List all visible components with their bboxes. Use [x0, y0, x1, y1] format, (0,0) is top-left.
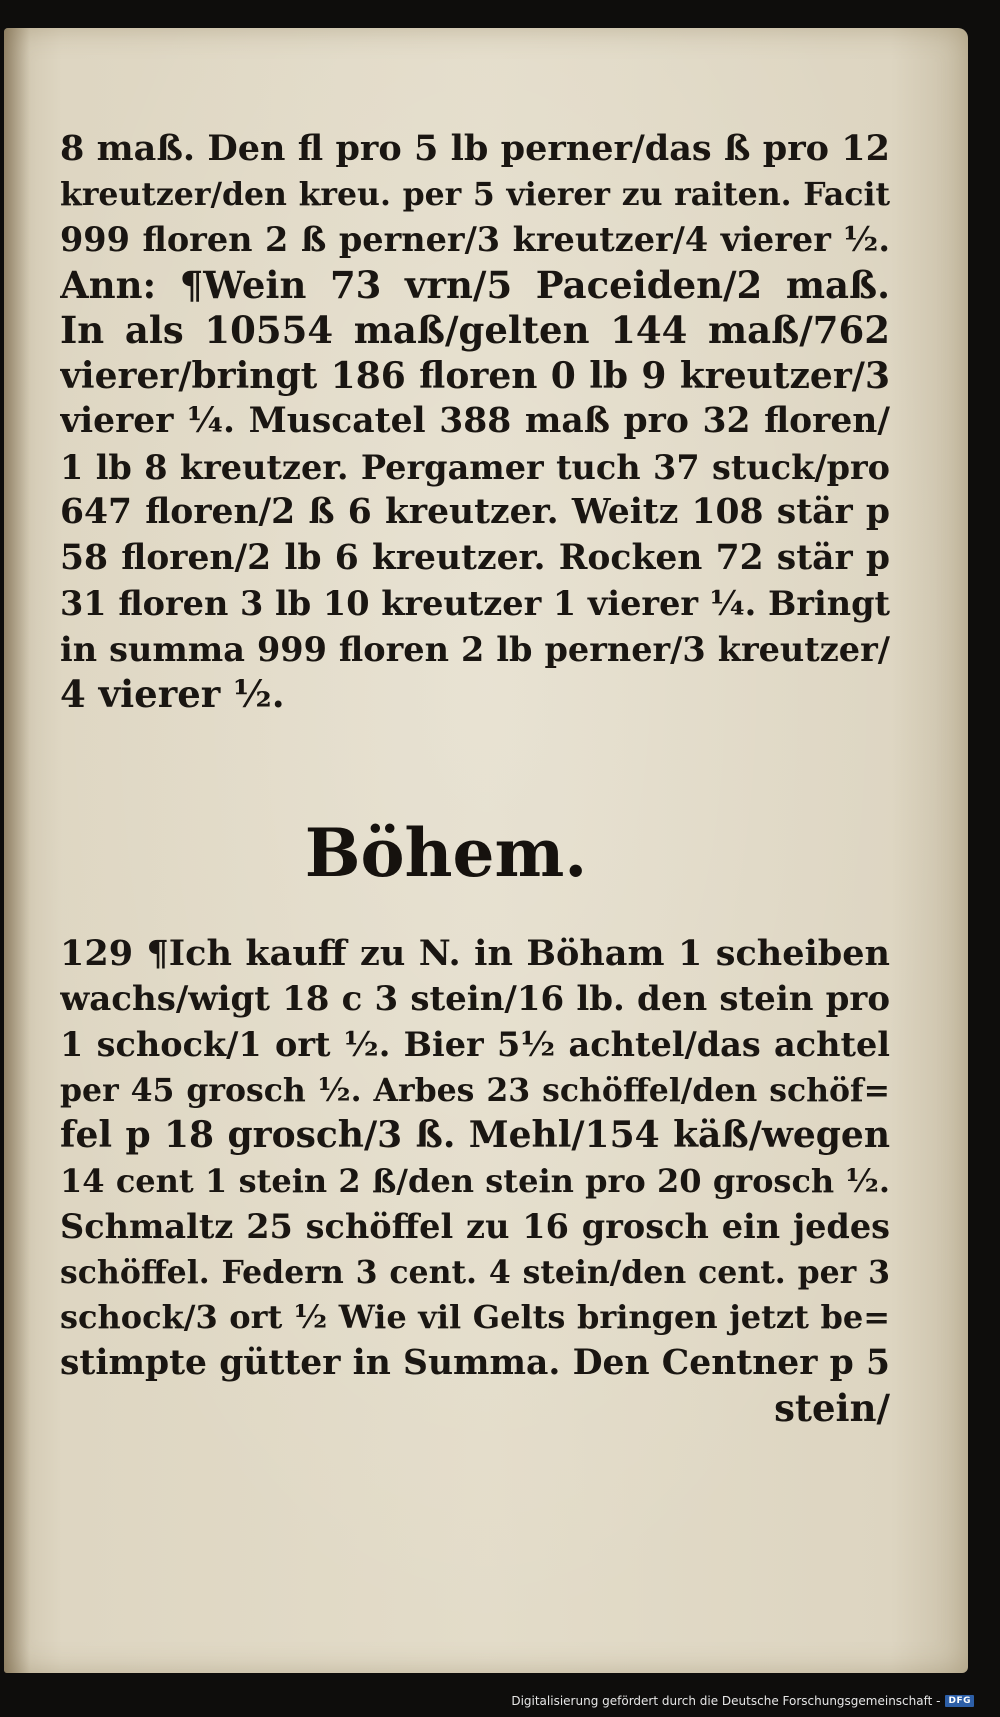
digitization-footer	[511, 1691, 974, 1711]
text-line: 58 floren/2 lb 6 kreutzer. Rocken 72 stär p	[60, 537, 890, 578]
text-line: 31 floren 3 lb 10 kreutzer 1 vierer ¼. Bringt	[60, 584, 890, 623]
text-line: 8 maß. Den fl pro 5 lb perner/das ß pro 12	[60, 128, 890, 169]
text-line: 129 ¶Ich kauff zu N. in Böham 1 scheiben	[60, 933, 890, 974]
catchword: stein/	[774, 1386, 890, 1430]
text-line: 1 lb 8 kreutzer. Pergamer tuch 37 stuck/pro	[60, 447, 890, 487]
text-line: 1 schock/1 ort ½. Bier 5½ achtel/das achtel	[60, 1025, 890, 1064]
text-line: wachs/wigt 18 c 3 stein/16 lb. den stein pro	[60, 978, 890, 1019]
text-line: kreutzer/den kreu. per 5 vierer zu raiten. Facit	[60, 175, 890, 213]
text-line: 4 vierer ½.	[60, 672, 285, 716]
dfg-logo: DFG	[945, 1695, 974, 1707]
top-paragraph	[60, 126, 890, 718]
text-line: 14 cent 1 stein 2 ß/den stein pro 20 grosch ½.	[60, 1161, 890, 1200]
text-line: Ann: ¶Wein 73 vrn/5 Paceiden/2 maß.	[60, 262, 890, 307]
text-line: vierer/bringt 186 floren 0 lb 9 kreutzer/3	[60, 354, 890, 397]
text-line: schöffel. Federn 3 cent. 4 stein/den cent. per 3	[60, 1253, 890, 1291]
book-page	[4, 28, 968, 1673]
text-line: vierer ¼. Muscatel 388 maß pro 32 floren/	[60, 401, 890, 441]
text-line: stimpte gütter in Summa. Den Centner p 5	[60, 1342, 890, 1383]
text-line: in summa 999 floren 2 lb perner/3 kreutzer/	[60, 629, 890, 669]
text-line: In als 10554 maß/gelten 144 maß/762	[60, 308, 890, 352]
text-line: schock/3 ort ½ Wie vil Gelts bringen jetzt be=	[60, 1298, 890, 1336]
funding-notice: Digitalisierung gefördert durch die Deutsche Forschungsgemeinschaft -	[511, 1694, 941, 1708]
text-line: 999 floren 2 ß perner/3 kreutzer/4 vierer ½.	[60, 220, 890, 259]
text-line: Schmaltz 25 schöffel zu 16 grosch ein jedes	[60, 1207, 890, 1246]
bottom-paragraph	[60, 931, 890, 1432]
section-heading: Böhem.	[304, 814, 588, 892]
text-line: per 45 grosch ½. Arbes 23 schöffel/den schöf=	[60, 1071, 890, 1109]
text-line: fel p 18 grosch/3 ß. Mehl/154 käß/wegen	[60, 1114, 890, 1156]
text-line: 647 floren/2 ß 6 kreutzer. Weitz 108 stär p	[60, 492, 890, 532]
